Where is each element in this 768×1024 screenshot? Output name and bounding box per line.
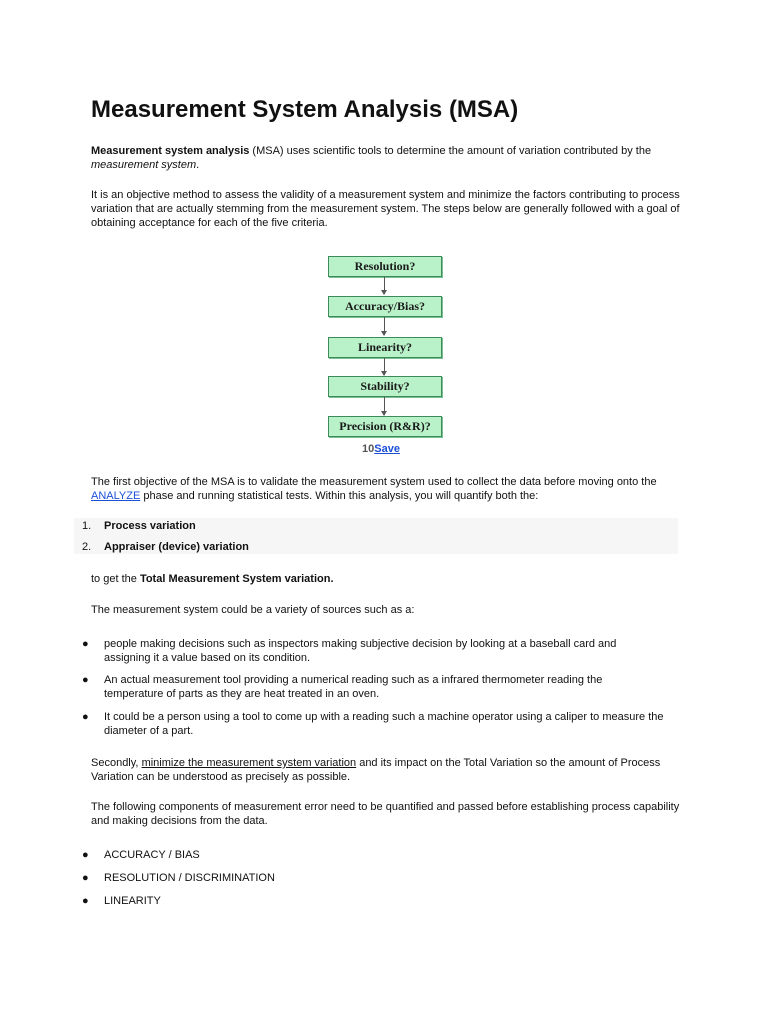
first-objective-text: The first objective of the MSA is to validate the measurement system used to collect the data before moving onto the (91, 476, 657, 488)
list-item (82, 540, 249, 554)
first-objective-paragraph (91, 475, 681, 503)
intro-text: (MSA) uses scientific tools to determine the amount of variation contributed by the (249, 145, 652, 157)
bullet-icon: ● (82, 895, 89, 907)
flow-arrow-icon (384, 317, 385, 335)
secondly-after: and its impact on the Total Variation so the amount of Process Variation can be understood as precisely as possible. (91, 757, 661, 783)
list-item-text: RESOLUTION / DISCRIMINATION (104, 872, 275, 884)
list-number: 2. (82, 541, 92, 553)
total-variation-line (91, 572, 681, 586)
secondly-paragraph (91, 756, 681, 784)
bullet-icon: ● (82, 638, 89, 650)
list-number: 1. (82, 520, 92, 532)
components-intro: The following components of measurement error need to be quantified and passed before establishing process capability and making decisions from the data. (91, 801, 680, 827)
bullet-icon: ● (82, 872, 89, 884)
analyze-link[interactable]: ANALYZE (91, 490, 141, 502)
list-item-label: Appraiser (device) variation (104, 541, 249, 553)
objective-paragraph: It is an objective method to assess the validity of a measurement system and minimize the factors contributing to process variation that are actually stemming from the measurement system. The steps below are generally followed with a goal of obtaining acceptance for each of the five criteria. (91, 189, 680, 229)
flow-step-stability: Stability? (328, 376, 442, 397)
flow-step-resolution: Resolution? (328, 256, 442, 277)
total-variation-text: to get the (91, 573, 140, 585)
flow-arrow-icon (384, 397, 385, 415)
first-objective-after: phase and running statistical tests. Within this analysis, you will quantify both the: (140, 490, 539, 502)
sources-intro: The measurement system could be a variety of sources such as a: (91, 604, 415, 616)
page-title: Measurement System Analysis (MSA) (91, 96, 519, 123)
list-item-text: It could be a person using a tool to come up with a reading such a machine operator using a caliper to measure the diameter of a part. (104, 711, 664, 737)
flow-step-accuracy: Accuracy/Bias? (328, 296, 442, 317)
flow-arrow-icon (384, 277, 385, 294)
flow-arrow-icon (384, 358, 385, 375)
intro-end: . (196, 159, 200, 171)
bullet-icon: ● (82, 711, 89, 723)
msa-flowchart (328, 256, 444, 438)
list-item-text: ACCURACY / BIAS (104, 849, 200, 861)
bullet-icon: ● (82, 674, 89, 686)
total-variation-bold: Total Measurement System variation. (139, 573, 334, 585)
save-link[interactable]: Save (374, 443, 400, 455)
flow-step-precision: Precision (R&R)? (328, 416, 442, 437)
secondly-text: Secondly, (91, 757, 142, 769)
intro-paragraph (91, 144, 681, 172)
minimize-link[interactable]: minimize the measurement system variation (141, 757, 357, 769)
intro-italic-term: measurement system (91, 159, 197, 171)
list-item-text: LINEARITY (104, 895, 161, 907)
save-control[interactable] (362, 443, 400, 456)
bullet-icon: ● (82, 849, 89, 861)
list-item-label: Process variation (104, 520, 196, 532)
intro-bold-term: Measurement system analysis (91, 145, 250, 157)
list-item-text: An actual measurement tool providing a numerical reading such as a infrared thermometer reading the temperature of parts as they are heat treated in an oven. (104, 674, 603, 700)
flow-step-linearity: Linearity? (328, 337, 442, 358)
list-item-text: people making decisions such as inspectors making subjective decision by looking at a baseball card and assigning it a value based on its condition. (104, 638, 617, 664)
save-count: 10 (362, 443, 375, 455)
list-item (82, 519, 196, 533)
